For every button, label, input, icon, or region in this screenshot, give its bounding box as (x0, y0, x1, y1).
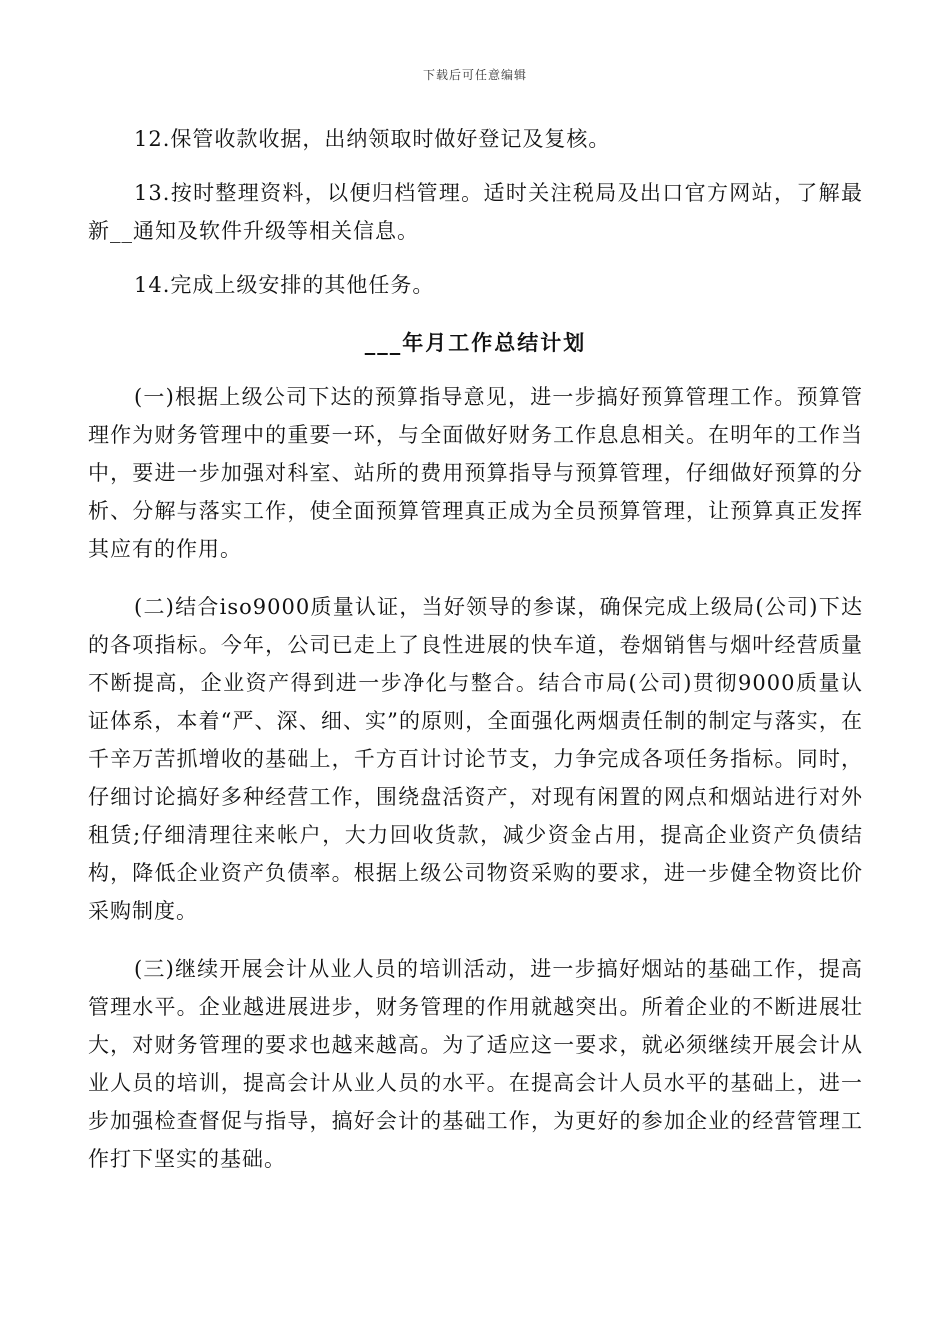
section-title: ___年月工作总结计划 (364, 330, 587, 355)
section-paragraph-2: (二)结合iso9000质量认证，当好领导的参谋，确保完成上级局(公司)下达的各项指标。今年，公司已走上了良性进展的快车道，卷烟销售与烟叶经营质量不断提高，企业资产得到进一步净化与整合。结合市局(公司)贯彻9000质量认证体系，本着“严、深、细、实”的原则，全面强化两烟责任制的制定与落实，在千辛万苦抓增收的基础上，千方百计讨论节支，力争完成各项任务指标。同时，仔细讨论搞好多种经营工作，围绕盘活资产，对现有闲置的网点和烟站进行对外租赁;仔细清理往来帐户，大力回收货款，减少资金占用，提高企业资产负债结构，降低企业资产负债率。根据上级公司物资采购的要求，进一步健全物资比价采购制度。 (88, 595, 863, 923)
list-item-13: 13.按时整理资料，以便归档管理。适时关注税局及出口官方网站，了解最新__通知及软件升级等相关信息。 (88, 181, 863, 243)
section-paragraph-1: (一)根据上级公司下达的预算指导意见，进一步搞好预算管理工作。预算管理作为财务管理中的重要一环，与全面做好财务工作息息相关。在明年的工作当中，要进一步加强对科室、站所的费用预算指导与预算管理，仔细做好预算的分析、分解与落实工作，使全面预算管理真正成为全员预算管理，让预算真正发挥其应有的作用。 (88, 385, 863, 561)
document-body (88, 120, 863, 1178)
list-item-14: 14.完成上级安排的其他任务。 (134, 273, 435, 297)
list-item-12: 12.保管收款收据，出纳领取时做好登记及复核。 (134, 127, 611, 151)
section-paragraph-3: (三)继续开展会计从业人员的培训活动，进一步搞好烟站的基础工作，提高管理水平。企业越进展进步，财务管理的作用就越突出。所着企业的不断进展壮大，对财务管理的要求也越来越高。为了适应这一要求，就必须继续开展会计从业人员的培训，提高会计从业人员的水平。在提高会计人员水平的基础上，进一步加强检查督促与指导，搞好会计的基础工作，为更好的参加企业的经营管理工作打下坚实的基础。 (88, 957, 863, 1171)
page-header-note: 下载后可任意编辑 (422, 68, 527, 82)
